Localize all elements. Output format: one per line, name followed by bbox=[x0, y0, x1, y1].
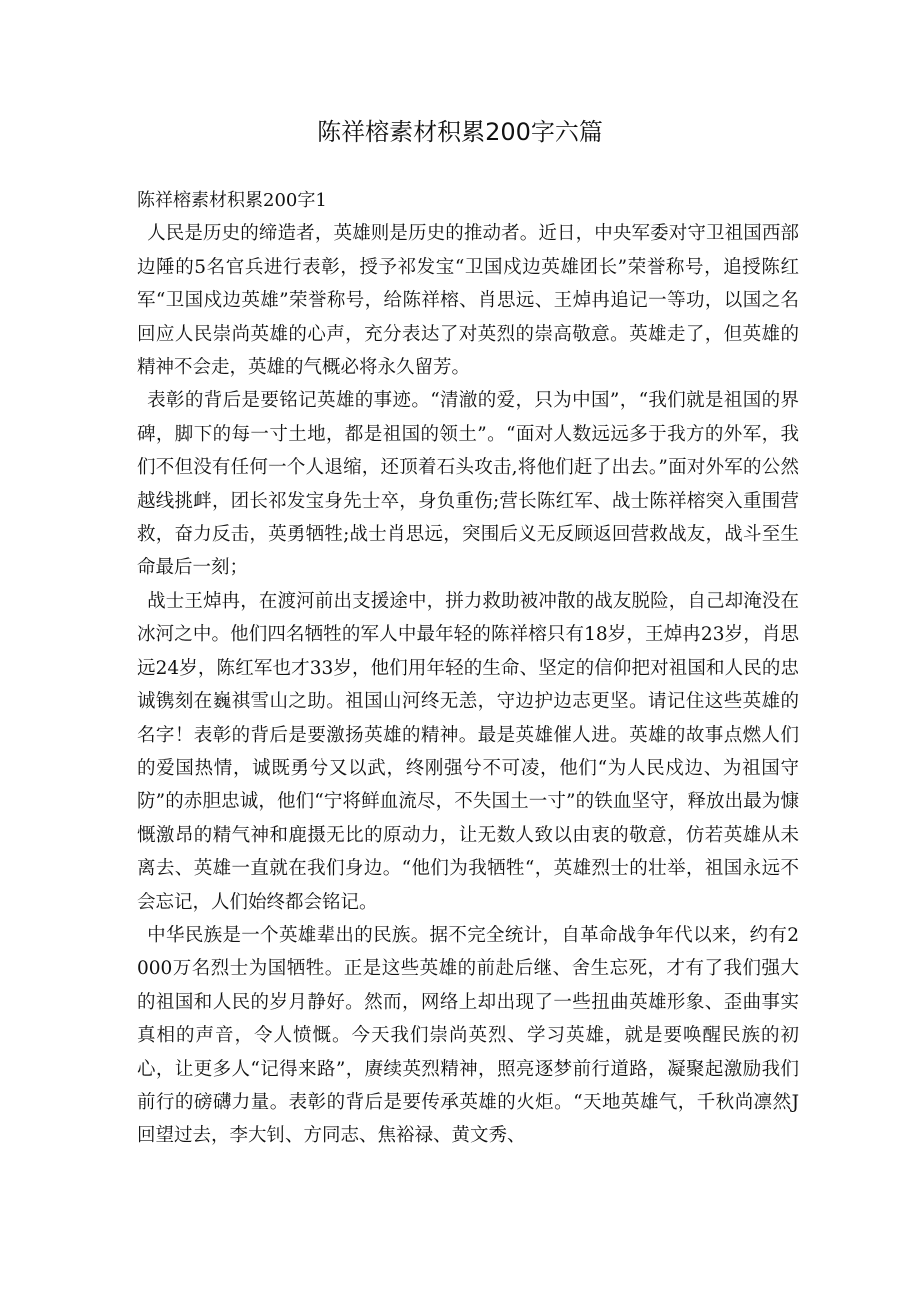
paragraph-1: 人民是历史的缔造者，英雄则是历史的推动者。近日，中央军委对守卫祖国西部边陲的5名官兵进行表彰，授予祁发宝“卫国戍边英雄团长”荣誉称号，追授陈红军“卫国戍边英雄”荣誉称号，给陈祥榕、肖思远、王焯冉追记一等功，以国之名回应人民崇尚英雄的心声，充分表达了对英烈的崇高敬意。英雄走了，但英雄的精神不会走，英雄的气概必将永久留芳。 bbox=[137, 223, 799, 379]
document-body bbox=[137, 184, 799, 1153]
section-heading: 陈祥榕素材积累200字1 bbox=[137, 190, 327, 211]
document-title: 陈祥榕素材积累200字六篇 bbox=[317, 118, 603, 146]
paragraph-2: 表彰的背后是要铭记英雄的事迹。“清澈的爱，只为中国”，“我们就是祖国的界碑，脚下的每一寸土地，都是祖国的领土”。“面对人数远远多于我方的外军，我们不但没有任何一个人退缩，还顶着石头攻击,将他们赶了出去。”面对外军的公然越线挑衅，团长祁发宝身先士卒，身负重伤;营长陈红军、战士陈祥榕突入重围营救，奋力反击，英勇牺牲;战士肖思远，突围后义无反顾返回营救战友，战斗至生命最后一刻； bbox=[137, 390, 799, 579]
paragraph-3: 战士王焯冉，在渡河前出支援途中，拼力救助被冲散的战友脱险，自己却淹没在冰河之中。他们四名牺牲的军人中最年轻的陈祥榕只有18岁，王焯冉23岁，肖思远24岁，陈红军也才33岁，他们用年轻的生命、坚定的信仰把对祖国和人民的忠诚镌刻在巍祺雪山之助。祖国山河终无恙，守边护边志更坚。请记住这些英雄的名字！表彰的背后是要激扬英雄的精神。最是英雄催人进。英雄的故事点燃人们的爱国热情，诚既勇兮又以武，终刚强兮不可凌，他们“为人民戍边、为祖国守防”的赤胆忠诚，他们“宁将鲜血流尽，不失国土一寸”的铁血坚守，释放出最为慷慨激昂的精气神和鹿摄无比的原动力，让无数人致以由衷的敬意，仿若英雄从未离去、英雄一直就在我们身边。“他们为我牺牲“，英雄烈士的壮举，祖国永远不会忘记，人们始终都会铭记。 bbox=[137, 590, 799, 913]
paragraph-4: 中华民族是一个英雄辈出的民族。据不完全统计，自革命战争年代以来，约有2000万名烈士为国牺牲。正是这些英雄的前赴后继、舍生忘死，才有了我们强大的祖国和人民的岁月静好。然而，网络上却出现了一些扭曲英雄形象、歪曲事实真相的声音，令人愤慨。今天我们崇尚英烈、学习英雄，就是要唤醒民族的初心，让更多人“记得来路”，赓续英烈精神，照亮逐梦前行道路，凝聚起激励我们前行的磅礴力量。表彰的背后是要传承英雄的火炬。“天地英雄气，千秋尚凛然J回望过去，李大钊、方同志、焦裕禄、黄文秀、 bbox=[137, 924, 799, 1147]
